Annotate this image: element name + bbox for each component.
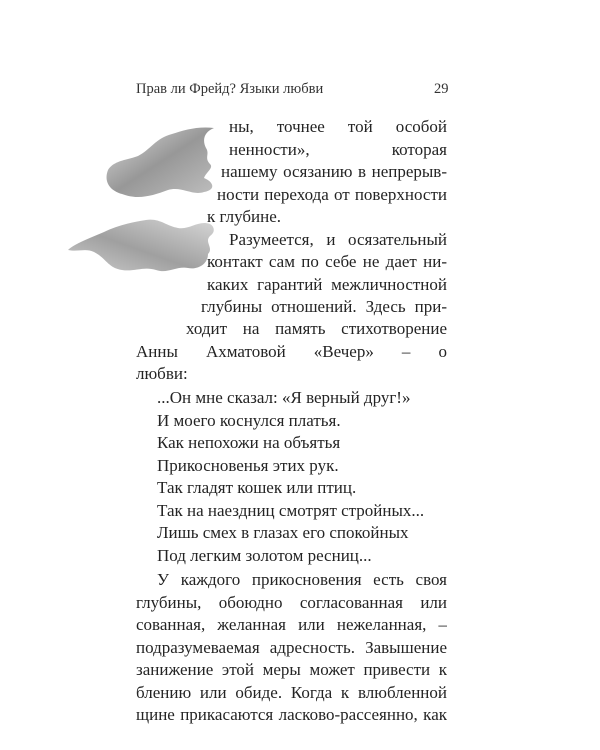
text-line: каких гарантий межличностной (207, 275, 447, 294)
text-line: ходит на память стихотворение (186, 319, 447, 338)
poem-line: Лишь смех в глазах его спокойных (157, 523, 409, 542)
upper-profile-shape (107, 127, 214, 197)
running-header: Прав ли Фрейд? Языки любви (136, 81, 324, 97)
text-line: нашему осязанию в непрерыв- (221, 162, 447, 181)
poem-line: Прикосновенья этих рук. (157, 456, 339, 475)
text-line: любви: (136, 364, 188, 383)
text-line: сованная, желанная или нежеланная, – (136, 615, 447, 634)
poem-line: И моего коснулся платья. (157, 411, 341, 430)
text-line: ны, точнее той особой (229, 117, 447, 136)
text-line: щине прикасаются ласково-рассеянно, как (136, 705, 447, 724)
text-line: Анны Ахматовой «Вечер» – о (136, 342, 447, 361)
text-line: ненности», которая (229, 140, 447, 159)
poem-line: ...Он мне сказал: «Я верный друг!» (157, 388, 411, 407)
text-line: У каждого прикосновения есть своя (157, 570, 447, 589)
text-line: Разумеется, и осязательный (229, 230, 447, 249)
text-line: глубины, обоюдно согласованная или (136, 593, 447, 612)
text-line: глубины отношений. Здесь при- (201, 297, 447, 316)
poem-line: Как непохожи на объятья (157, 433, 341, 452)
poem-line: Так гладят кошек или птиц. (157, 478, 357, 497)
page-number: 29 (434, 81, 449, 97)
poem-line: Под легким золотом ресниц... (157, 546, 372, 565)
text-line: блению или обиде. Когда к влюбленной (136, 683, 447, 702)
lower-profile-shape (68, 220, 214, 271)
text-line: контакт сам по себе не дает ни- (207, 252, 447, 271)
text-line: ности перехода от поверхности (217, 185, 447, 204)
text-line: подразумеваемая адресность. Завышение (136, 638, 447, 657)
text-line: к глубине. (207, 207, 282, 226)
text-line: занижение этой меры может привести к (136, 660, 447, 679)
silhouette-profiles-illustration (64, 120, 224, 290)
poem-line: Так на наездниц смотрят стройных... (157, 501, 425, 520)
